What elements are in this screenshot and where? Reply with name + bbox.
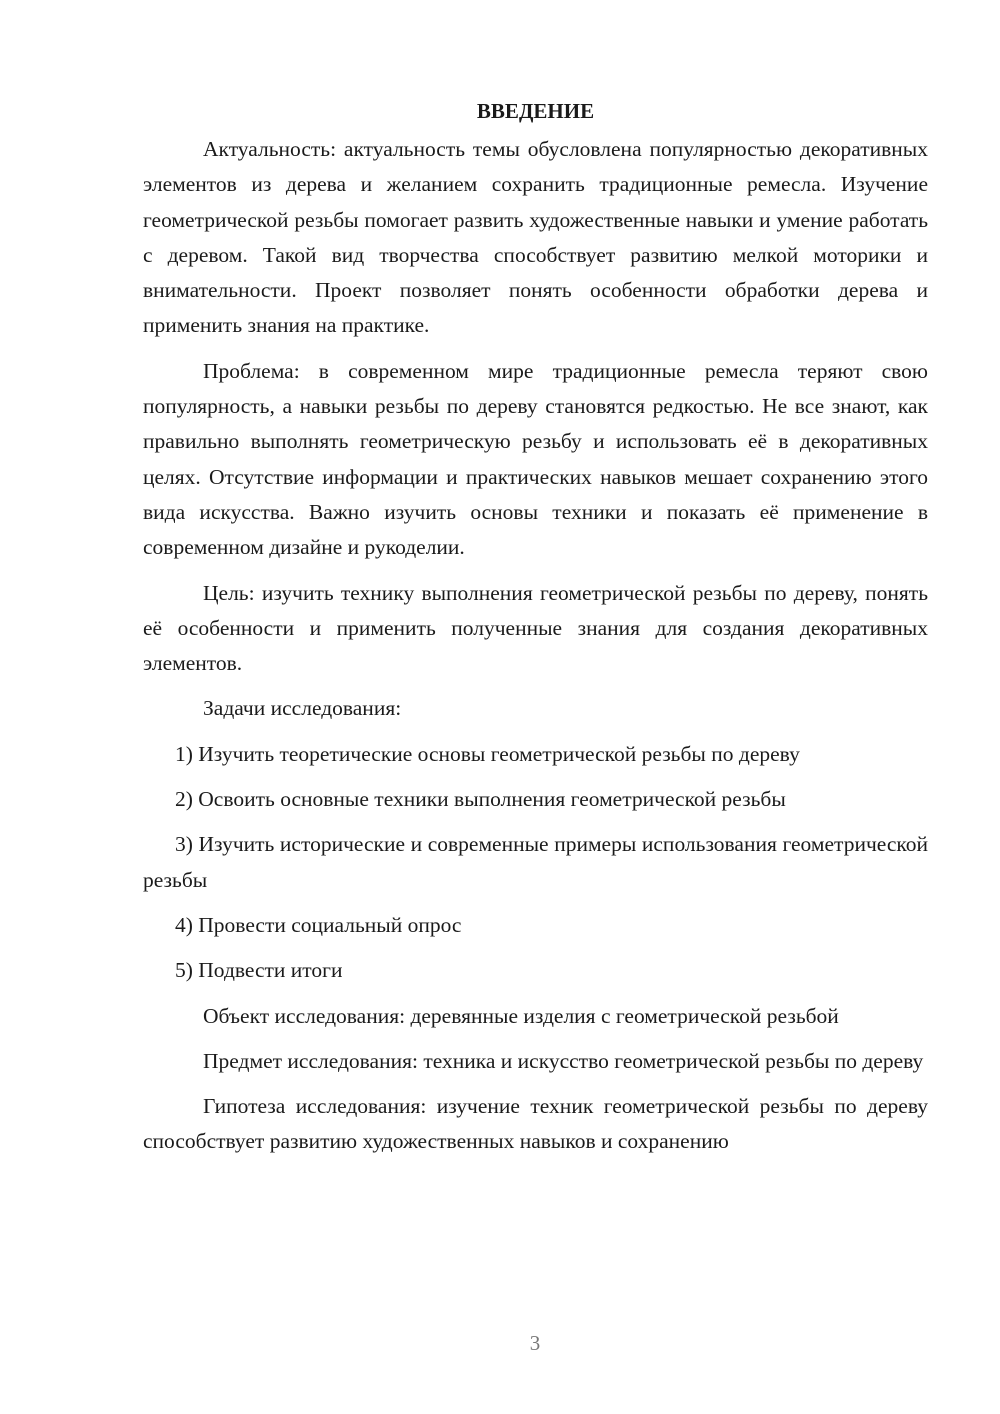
- task-item: 3) Изучить исторические и современные примеры использования геометрической резьбы: [143, 832, 928, 892]
- page-title: ВВЕДЕНИЕ: [476, 99, 595, 123]
- paragraph-tasks-heading: Задачи исследования:: [203, 696, 402, 721]
- task-item: 4) Провести социальный опрос: [175, 912, 462, 937]
- task-item: 1) Изучить теоретические основы геометрической резьбы по дереву: [175, 741, 800, 766]
- task-item: 5) Подвести итоги: [175, 958, 343, 983]
- tasks-list: [143, 737, 928, 989]
- paragraph-subject: Предмет исследования: техника и искусство геометрической резьбы по дереву: [203, 1048, 924, 1073]
- paragraph-relevance: Актуальность: актуальность темы обусловлена популярностью декоративных элементов из дерева и желанием сохранить традиционные ремесла. Изучение геометрической резьбы помогает развить художественные навыки и умение работать с деревом. Такой вид творчества способствует развитию мелкой моторики и внимательности. Проект позволяет понять особенности обработки дерева и применить знания на практике.: [143, 137, 928, 338]
- paragraph-goal: Цель: изучить технику выполнения геометрической резьбы по дереву, понять её особенности и применить полученные знания для создания декоративных элементов.: [143, 580, 928, 676]
- paragraph-problem: Проблема: в современном мире традиционные ремесла теряют свою популярность, а навыки резьбы по дереву становятся редкостью. Не все знают, как правильно выполнять геометрическую резьбу и использовать её в декоративных целях. Отсутствие информации и практических навыков мешает сохранению этого вида искусства. Важно изучить основы техники и показать её применение в современном дизайне и рукоделии.: [143, 358, 928, 560]
- paragraph-hypothesis: Гипотеза исследования: изучение техник геометрической резьбы по дереву способствует развитию художественных навыков и сохранению: [143, 1094, 928, 1154]
- task-item: 2) Освоить основные техники выполнения геометрической резьбы: [175, 787, 786, 812]
- paragraph-object: Объект исследования: деревянные изделия с геометрической резьбой: [203, 1003, 839, 1028]
- document-page: [143, 96, 928, 1160]
- page-number: 3: [529, 1331, 541, 1355]
